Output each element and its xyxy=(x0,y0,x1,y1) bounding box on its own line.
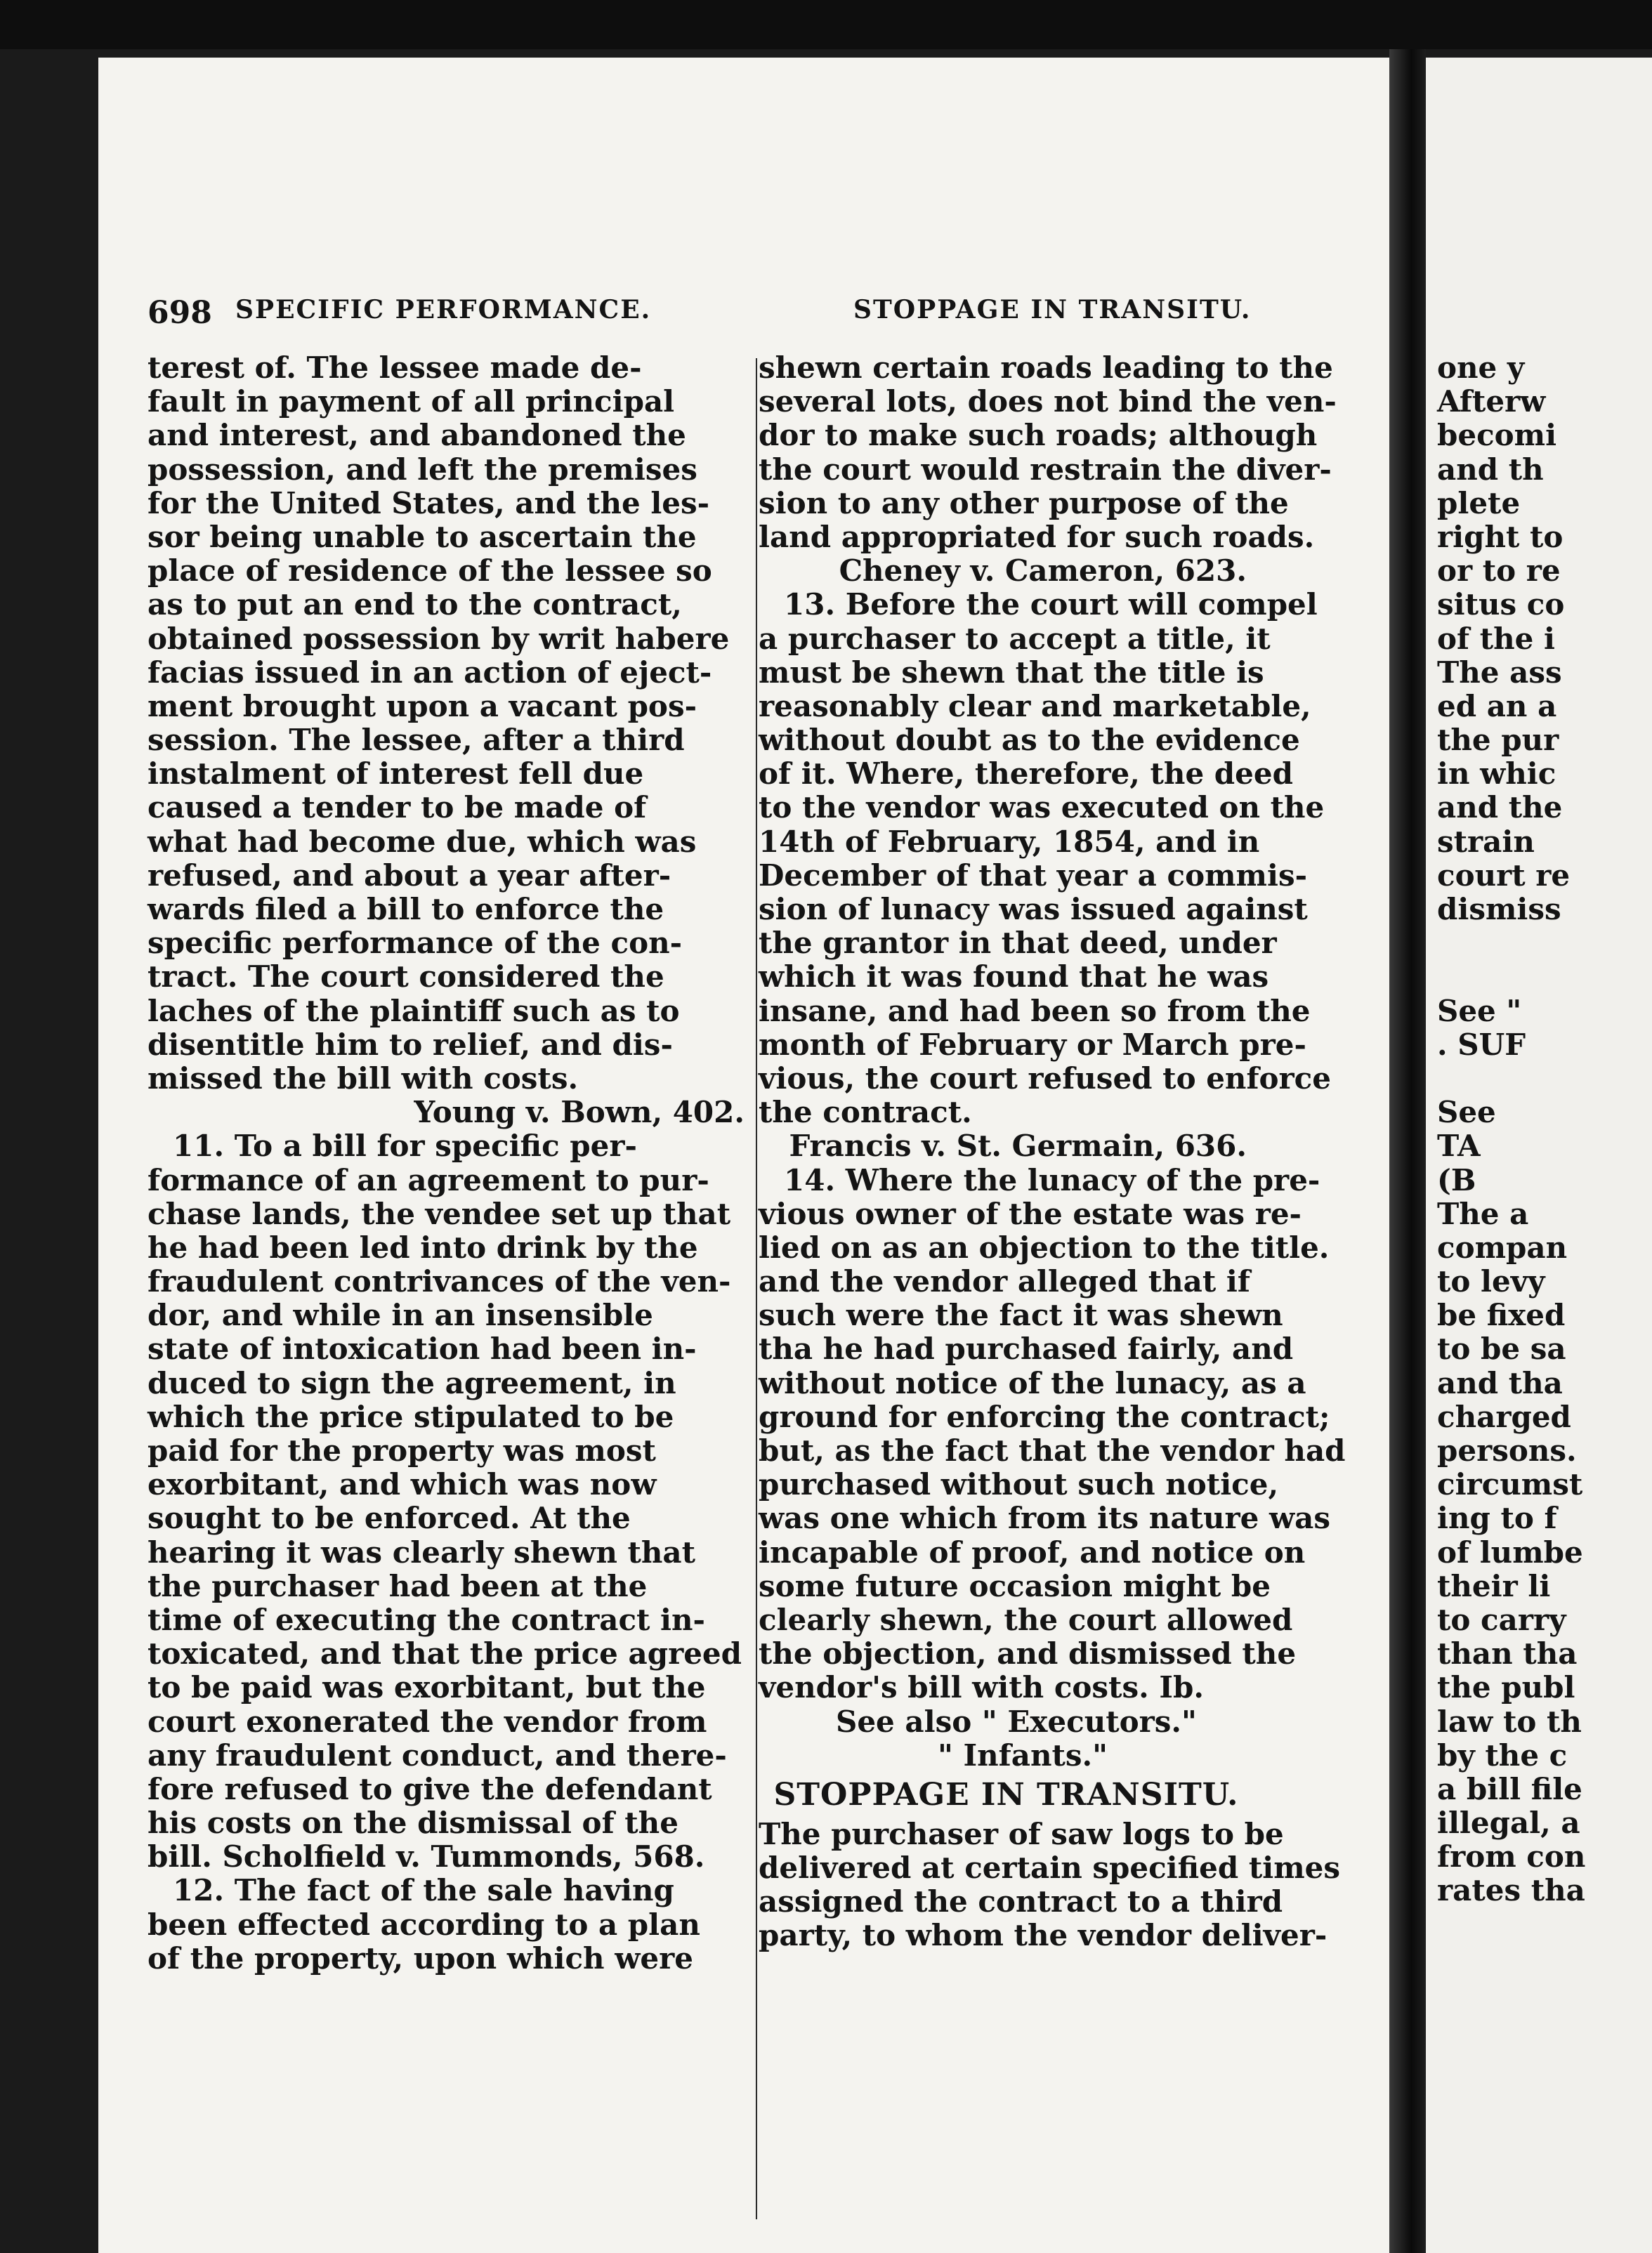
text-line: exorbitant, and which was now xyxy=(148,1467,657,1502)
text-line: and the vendor alleged that if xyxy=(759,1264,1250,1299)
scan-top-band xyxy=(0,0,1652,49)
text-line: and th xyxy=(1437,452,1544,487)
book-gutter xyxy=(1389,49,1426,2253)
text-line: toxicated, and that the price agreed xyxy=(148,1636,742,1671)
text-line: delivered at certain specified times xyxy=(759,1851,1341,1886)
text-line: the contract. xyxy=(759,1095,972,1130)
text-line: reasonably clear and marketable, xyxy=(759,688,1311,723)
text-line: one y xyxy=(1437,350,1525,385)
text-line: to carry xyxy=(1437,1602,1566,1637)
text-line: place of residence of the lessee so xyxy=(148,553,712,589)
text-line: insane, and had been so from the xyxy=(759,993,1311,1028)
text-line: some future occasion might be xyxy=(759,1568,1271,1603)
text-line: session. The lessee, after a third xyxy=(148,723,685,758)
running-header xyxy=(0,295,1652,337)
text-line: law to th xyxy=(1437,1704,1582,1739)
text-line: without doubt as to the evidence xyxy=(759,723,1300,758)
text-line: ground for enforcing the contract; xyxy=(759,1399,1330,1434)
text-line: The ass xyxy=(1437,655,1562,690)
text-line: such were the fact it was shewn xyxy=(759,1298,1283,1333)
text-line xyxy=(1437,960,1648,994)
text-line: been effected according to a plan xyxy=(148,1907,700,1942)
text-line: fault in payment of all principal xyxy=(148,384,675,419)
text-line: dor, and while in an insensible xyxy=(148,1298,653,1333)
text-line: any fraudulent conduct, and there- xyxy=(148,1738,727,1773)
text-line xyxy=(1437,926,1648,960)
text-line: state of intoxication had been in- xyxy=(148,1332,697,1367)
text-line: persons. xyxy=(1437,1433,1577,1468)
text-line: 14. Where the lunacy of the pre- xyxy=(784,1162,1320,1197)
text-line: rates tha xyxy=(1437,1873,1585,1908)
text-line: ed an a xyxy=(1437,688,1557,723)
text-line: Young v. Bown, 402. xyxy=(414,1095,745,1130)
text-line: Francis v. St. Germain, 636. xyxy=(789,1129,1247,1164)
text-line: purchased without such notice, xyxy=(759,1467,1279,1502)
text-line: STOPPAGE IN TRANSITU. xyxy=(773,1776,1239,1813)
text-line: formance of an agreement to pur- xyxy=(148,1162,709,1197)
text-line: tha he had purchased fairly, and xyxy=(759,1332,1294,1367)
text-line: of the property, upon which were xyxy=(148,1940,693,1976)
text-line: the objection, and dismissed the xyxy=(759,1636,1297,1671)
text-line: lied on as an objection to the title. xyxy=(759,1230,1330,1265)
text-line: 11. To a bill for specific per- xyxy=(173,1129,637,1164)
text-line: dor to make such roads; although xyxy=(759,418,1318,453)
text-line: fore refused to give the defendant xyxy=(148,1771,712,1806)
text-line: vendor's bill with costs. Ib. xyxy=(759,1670,1204,1705)
text-line: sor being unable to ascertain the xyxy=(148,519,697,554)
text-line: duced to sign the agreement, in xyxy=(148,1365,676,1400)
text-line: obtained possession by writ habere xyxy=(148,621,730,656)
text-line: sion to any other purpose of the xyxy=(759,485,1289,520)
text-line: and interest, and abandoned the xyxy=(148,418,686,453)
column-divider xyxy=(756,358,757,2219)
text-line: becomi xyxy=(1437,418,1557,453)
text-line: sion of lunacy was issued against xyxy=(759,892,1308,926)
text-line: shewn certain roads leading to the xyxy=(759,350,1333,385)
text-column-left xyxy=(148,351,752,1976)
text-line: compan xyxy=(1437,1230,1568,1265)
text-line: . SUF xyxy=(1437,1027,1526,1062)
text-line: be fixed xyxy=(1437,1298,1566,1333)
text-line: the publ xyxy=(1437,1670,1575,1705)
text-line: but, as the fact that the vendor had xyxy=(759,1433,1346,1468)
text-line: The a xyxy=(1437,1196,1529,1231)
text-line: 14th of February, 1854, and in xyxy=(759,824,1260,859)
text-line: land appropriated for such roads. xyxy=(759,519,1315,554)
text-line: sought to be enforced. At the xyxy=(148,1501,631,1536)
text-line: time of executing the contract in- xyxy=(148,1602,705,1637)
text-line: vious, the court refused to enforce xyxy=(759,1060,1331,1096)
text-line: party, to whom the vendor deliver- xyxy=(759,1918,1328,1953)
text-line: for the United States, and the les- xyxy=(148,485,710,520)
text-line: the pur xyxy=(1437,723,1559,758)
text-line: Afterw xyxy=(1437,384,1546,419)
text-line: The purchaser of saw logs to be xyxy=(759,1816,1284,1851)
text-line: bill. Scholfield v. Tummonds, 568. xyxy=(148,1839,705,1874)
text-line: in whic xyxy=(1437,756,1556,791)
text-line: or to re xyxy=(1437,553,1561,589)
text-line: and tha xyxy=(1437,1365,1563,1400)
text-line: " Infants." xyxy=(938,1738,1108,1773)
text-line: December of that year a commis- xyxy=(759,858,1308,893)
text-line: month of February or March pre- xyxy=(759,1027,1306,1062)
text-line: refused, and about a year after- xyxy=(148,858,671,893)
text-line: what had become due, which was xyxy=(148,824,697,859)
text-line: from con xyxy=(1437,1839,1586,1874)
text-line: incapable of proof, and notice on xyxy=(759,1535,1306,1570)
facing-page-text-fragment xyxy=(1437,351,1648,1908)
text-line: paid for the property was most xyxy=(148,1433,656,1468)
text-line: must be shewn that the title is xyxy=(759,655,1264,690)
text-line: TA xyxy=(1437,1129,1481,1164)
text-line: was one which from its nature was xyxy=(759,1501,1330,1536)
text-line: which the price stipulated to be xyxy=(148,1399,674,1434)
text-line: which it was found that he was xyxy=(759,959,1269,994)
text-line: See " xyxy=(1437,993,1522,1028)
text-line: he had been led into drink by the xyxy=(148,1230,698,1265)
text-line: caused a tender to be made of xyxy=(148,790,647,825)
text-line: the court would restrain the diver- xyxy=(759,452,1332,487)
text-line: without notice of the lunacy, as a xyxy=(759,1365,1306,1400)
text-line: terest of. The lessee made de- xyxy=(148,350,642,385)
text-line: and the xyxy=(1437,790,1563,825)
text-line: disentitle him to relief, and dis- xyxy=(148,1027,673,1062)
text-line: the purchaser had been at the xyxy=(148,1568,648,1603)
text-line: circumst xyxy=(1437,1467,1583,1502)
left-running-head: SPECIFIC PERFORMANCE. xyxy=(235,295,652,324)
text-line: by the c xyxy=(1437,1738,1568,1773)
text-line: a purchaser to accept a title, it xyxy=(759,621,1271,656)
text-line: See also " Executors." xyxy=(836,1704,1197,1739)
text-line: to levy xyxy=(1437,1264,1545,1299)
text-line: of lumbe xyxy=(1437,1535,1583,1570)
text-line: (B xyxy=(1437,1162,1476,1197)
text-line: to be paid was exorbitant, but the xyxy=(148,1670,706,1705)
text-line: fraudulent contrivances of the ven- xyxy=(148,1264,731,1299)
text-line: ment brought upon a vacant pos- xyxy=(148,688,697,723)
text-line: than tha xyxy=(1437,1636,1578,1671)
text-line: laches of the plaintiff such as to xyxy=(148,993,680,1028)
text-line: hearing it was clearly shewn that xyxy=(148,1535,696,1570)
text-line: See xyxy=(1437,1095,1496,1130)
page-number: 698 xyxy=(148,295,212,331)
text-line: their li xyxy=(1437,1568,1551,1603)
text-line: ing to f xyxy=(1437,1501,1557,1536)
text-line: a bill file xyxy=(1437,1771,1582,1806)
text-line: dismiss xyxy=(1437,892,1561,926)
text-line: 12. The fact of the sale having xyxy=(173,1873,674,1908)
text-line: as to put an end to the contract, xyxy=(148,587,682,622)
text-line: tract. The court considered the xyxy=(148,959,664,994)
text-line: several lots, does not bind the ven- xyxy=(759,384,1337,419)
text-line: wards filed a bill to enforce the xyxy=(148,892,664,926)
text-line: his costs on the dismissal of the xyxy=(148,1806,678,1841)
text-line: the grantor in that deed, under xyxy=(759,926,1277,961)
text-line: facias issued in an action of eject- xyxy=(148,655,712,690)
text-line xyxy=(1437,1062,1648,1096)
text-column-right xyxy=(759,350,1346,1953)
text-line: plete xyxy=(1437,485,1521,520)
text-line: possession, and left the premises xyxy=(148,452,697,487)
text-line: court re xyxy=(1437,858,1571,893)
text-line: instalment of interest fell due xyxy=(148,756,644,791)
text-line: right to xyxy=(1437,519,1563,554)
text-line: assigned the contract to a third xyxy=(759,1884,1283,1919)
right-running-head: STOPPAGE IN TRANSITU. xyxy=(853,295,1252,324)
text-line: of the i xyxy=(1437,621,1555,656)
text-line: Cheney v. Cameron, 623. xyxy=(839,553,1247,589)
text-line: of it. Where, therefore, the deed xyxy=(759,756,1293,791)
text-line: vious owner of the estate was re- xyxy=(759,1196,1302,1231)
text-line: chase lands, the vendee set up that xyxy=(148,1196,731,1231)
text-line: strain xyxy=(1437,824,1535,859)
text-line: 13. Before the court will compel xyxy=(784,587,1318,622)
text-line: specific performance of the con- xyxy=(148,926,683,961)
text-line: missed the bill with costs. xyxy=(148,1060,579,1096)
text-line: illegal, a xyxy=(1437,1806,1580,1841)
text-line: to be sa xyxy=(1437,1332,1566,1367)
text-line: clearly shewn, the court allowed xyxy=(759,1602,1293,1637)
text-line: charged xyxy=(1437,1399,1571,1434)
text-line: court exonerated the vendor from xyxy=(148,1704,707,1739)
text-line: situs co xyxy=(1437,587,1565,622)
text-line: to the vendor was executed on the xyxy=(759,790,1325,825)
